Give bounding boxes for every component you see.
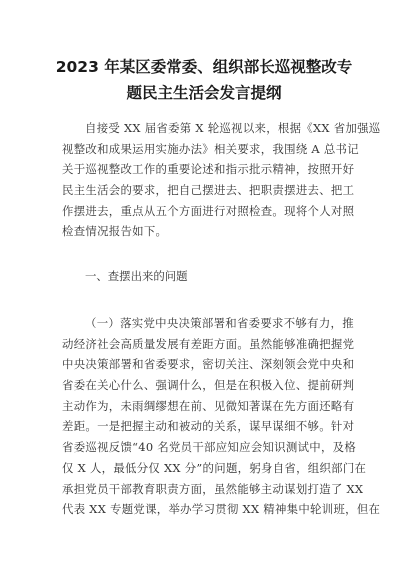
paragraph-line: 差距。一是把握主动和被动的关系，谋早谋细不够。针对	[62, 419, 355, 434]
document-title-line-2: 题民主生活会发言提纲	[126, 84, 282, 102]
paragraph-line: （一）落实党中央决策部署和省委要求不够有力，推	[85, 316, 354, 330]
document-title-line-1: 2023 年某区委常委、组织部长巡视整改专	[55, 58, 353, 76]
paragraph-line: 自接受 XX 届省委第 X 轮巡视以来，根据《XX 省加强巡	[85, 121, 381, 135]
paragraph-line: 检查情况报告如下。	[62, 224, 168, 239]
paragraph-line: 代表 XX 专题党课，举办学习贯彻 XX 精神集中轮训班，但在	[62, 502, 381, 517]
paragraph-line: 省委巡视反馈“40 名党员干部应知应会知识测试中，及格	[62, 440, 357, 455]
section-paragraph	[62, 313, 381, 520]
paragraph-line: 民主生活会的要求，把自己摆进去、把职责摆进去、把工	[62, 183, 355, 198]
intro-paragraph	[62, 118, 381, 242]
paragraph-line: 关于巡视整改工作的重要论述和指示批示精神，按照开好	[62, 162, 355, 177]
paragraph-line: 作摆进去，重点从五个方面进行对照检查。现将个人对照	[62, 203, 355, 218]
paragraph-line: 视整改和成果运用实施办法》相关要求，我围绕 A 总书记	[62, 141, 359, 156]
paragraph-line: 承担党员干部教育职责方面，虽然能够主动谋划打造了 XX	[62, 481, 364, 496]
section-heading: 一、查摆出来的问题	[85, 269, 188, 283]
paragraph-line: 中央决策部署和省委要求，密切关注、深刻领会党中央和	[62, 357, 355, 372]
paragraph-line: 省委在关心什么、强调什么，但是在积极入位、提前研判	[62, 378, 355, 393]
paragraph-line: 仅 X 人，最低分仅 XX 分”的问题，躬身自省，组织部门在	[62, 460, 367, 475]
paragraph-line: 动经济社会高质量发展有差距方面。虽然能够准确把握党	[62, 336, 355, 351]
paragraph-line: 主动作为，未雨绸缪想在前、见微知著谋在先方面还略有	[62, 398, 355, 413]
